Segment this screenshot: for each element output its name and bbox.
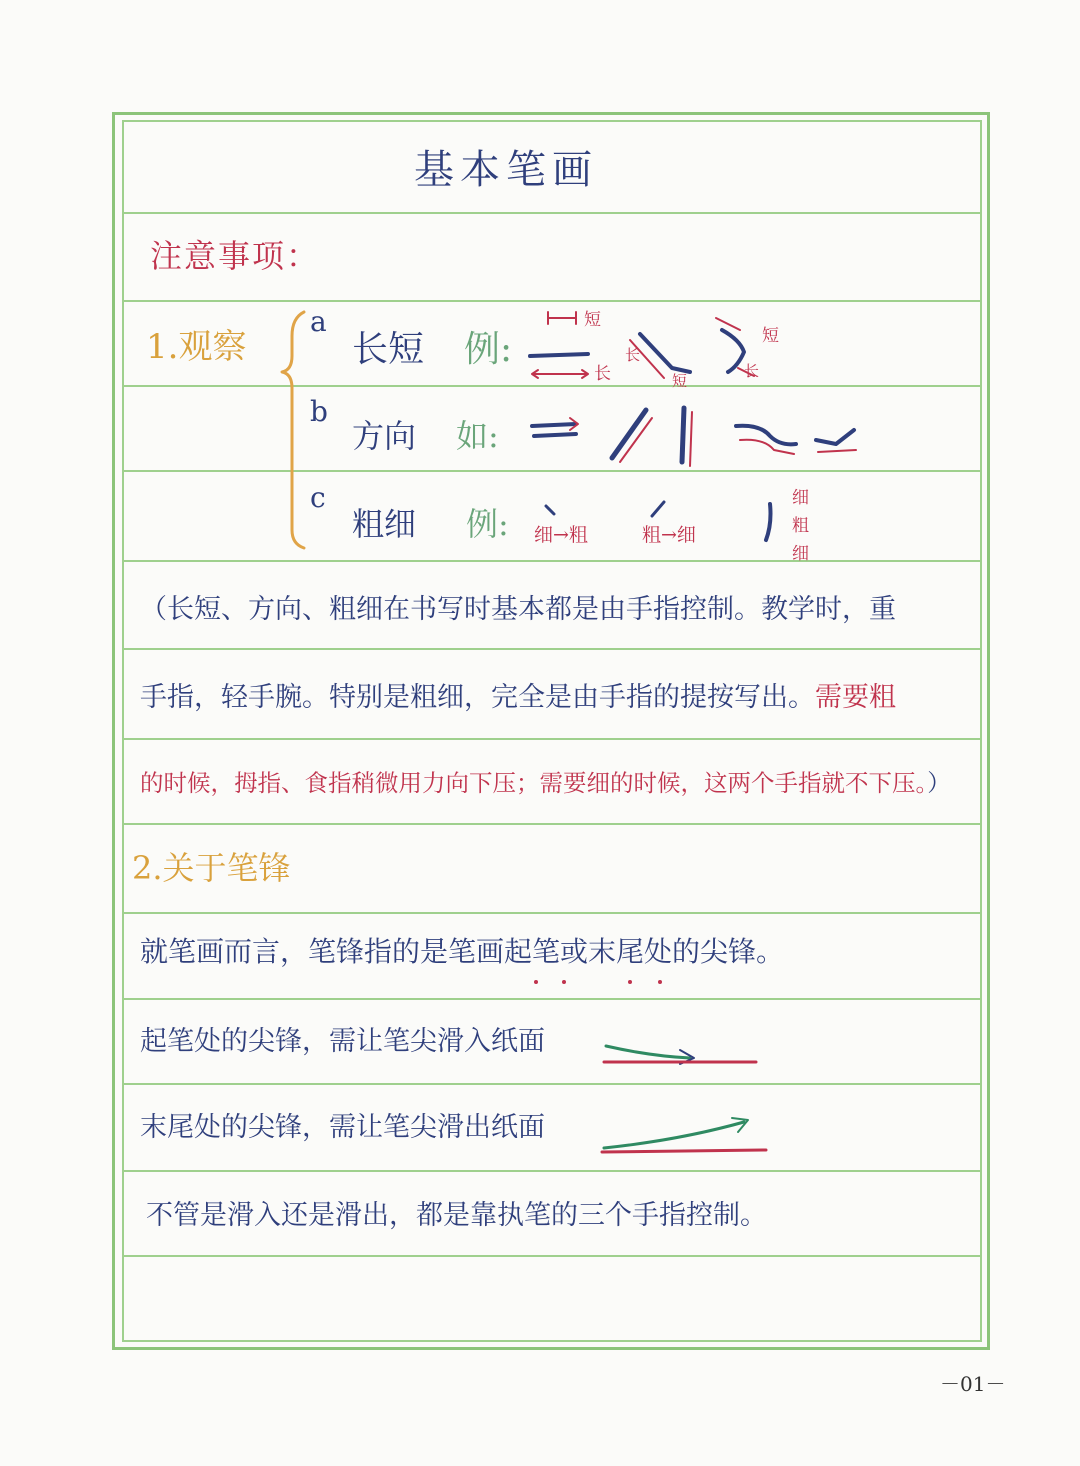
page-frame-inner (122, 120, 982, 1342)
item-hint-thickness: 例: (466, 505, 509, 543)
mark-long: 长 (594, 364, 611, 384)
ruled-line (124, 912, 980, 914)
brush-tip-start: 起笔处的尖锋，需让笔尖滑入纸面 (140, 1026, 545, 1057)
section-heading-brush-tip: 2.关于笔锋 (132, 849, 291, 887)
brush-tip-summary: 不管是滑入还是滑出，都是靠执笔的三个手指控制。 (146, 1200, 767, 1231)
item-letter-c: c (310, 481, 326, 514)
mark-thin-to-thick: 细→粗 (534, 524, 588, 546)
paragraph-line-3-red: 的时候，拇指、食指稍微用力向下压；需要细的时候，这两个手指就不下压。 (140, 769, 928, 797)
brush-tip-end: 末尾处的尖锋，需让笔尖滑出纸面 (140, 1112, 545, 1143)
mark-thick-to-thin: 粗→细 (642, 524, 696, 546)
mark-vertical-thin-top: 细 (792, 488, 809, 508)
paragraph-line-2-red: 需要粗 (815, 682, 896, 713)
item-letter-b: b (310, 395, 328, 428)
ruled-line (124, 1255, 980, 1257)
ruled-line (124, 648, 980, 650)
ruled-line (124, 300, 980, 302)
ruled-line (124, 385, 980, 387)
ruled-line (124, 1170, 980, 1172)
ruled-line (124, 738, 980, 740)
ruled-line (124, 998, 980, 1000)
item-hint-length: 例: (464, 329, 513, 370)
ruled-line (124, 470, 980, 472)
paragraph-line-3 (140, 769, 951, 797)
paragraph-line-2-blue: 手指，轻手腕。特别是粗细，完全是由手指的提按写出。 (140, 682, 815, 713)
mark-long-2: 长 (625, 346, 641, 364)
mark-short: 短 (584, 310, 601, 330)
paragraph-line-3-blue: ） (927, 769, 951, 797)
paragraph-line-2 (140, 684, 896, 711)
brush-tip-definition: 就笔画而言，笔锋指的是笔画起笔或末尾处的尖锋。 (140, 935, 785, 968)
mark-long-3: 长 (744, 362, 760, 380)
page-title: 基本笔画 (414, 147, 598, 193)
item-hint-direction: 如: (456, 417, 499, 455)
mark-short-3: 短 (762, 326, 779, 346)
notice-heading: 注意事项： (150, 237, 321, 275)
section-heading-observe: 1.观察 (146, 327, 247, 367)
ruled-line (124, 560, 980, 562)
ruled-line (124, 1083, 980, 1085)
page-number: －01－ (940, 1372, 1006, 1396)
item-label-direction: 方向 (352, 417, 417, 455)
paragraph-line-1: （长短、方向、粗细在书写时基本都是由手指控制。教学时，重 (140, 594, 896, 625)
mark-vertical-thick: 粗 (792, 516, 809, 536)
ruled-line (124, 212, 980, 214)
ruled-line (124, 823, 980, 825)
mark-vertical-thin-bottom: 细 (792, 544, 809, 564)
item-label-length: 长短 (352, 329, 425, 370)
mark-short-2: 短 (672, 372, 688, 390)
item-label-thickness: 粗细 (352, 505, 417, 543)
item-letter-a: a (310, 305, 327, 338)
